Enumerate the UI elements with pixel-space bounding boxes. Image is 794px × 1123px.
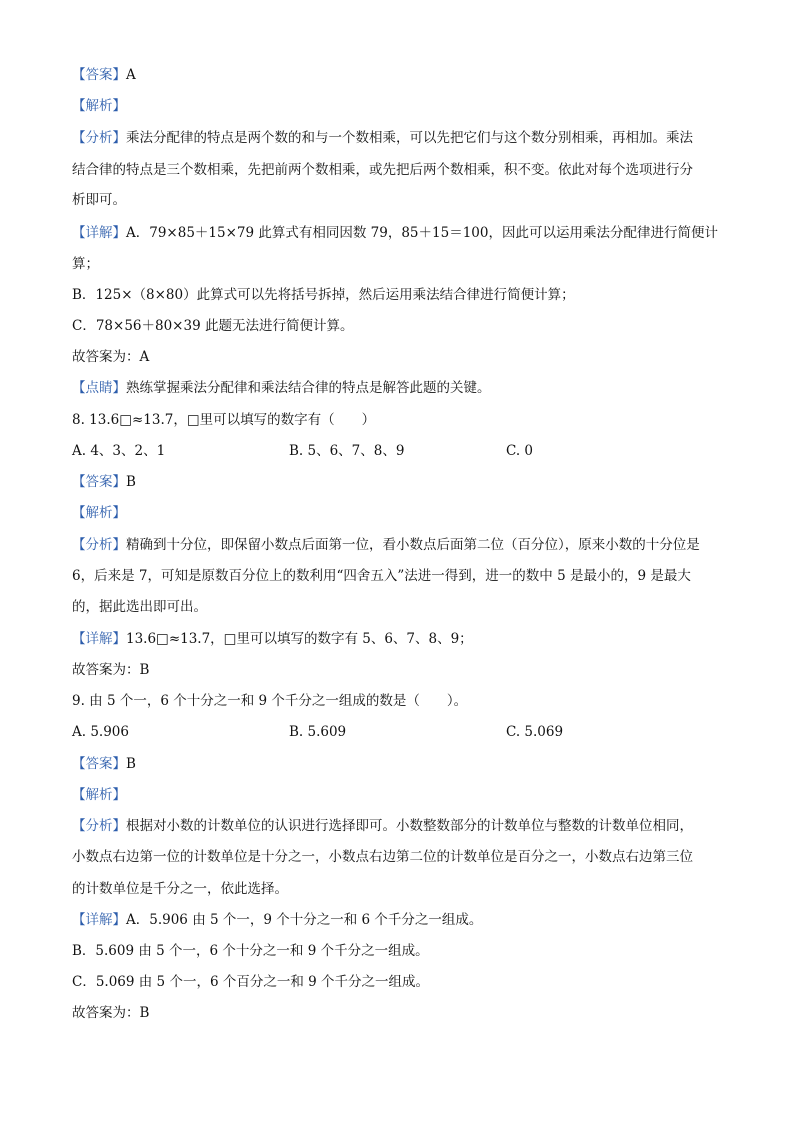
q8-xiangjie-line-1 [72, 629, 732, 649]
q7-analysis-line [72, 96, 732, 116]
fenxi-tag: 【分析】 [72, 130, 126, 146]
q8-stem: 8. 13.6□≈13.7，□里可以填写的数字有（ ） [72, 412, 376, 428]
q9-fenxi-line-2: 小数点右边第一位的计数单位是十分之一，小数点右边第二位的计数单位是百分之一，小数点右边第三位 [72, 849, 693, 865]
q9-fenxi-line-3: 的计数单位是千分之一，依此选择。 [72, 881, 288, 897]
analysis-tag: 【解析】 [72, 787, 126, 803]
fenxi-text: 根据对小数的计数单位的认识进行选择即可。小数整数部分的计数单位与整数的计数单位相同， [126, 818, 693, 834]
analysis-tag: 【解析】 [72, 98, 126, 114]
q9-fenxi-line-1 [72, 816, 732, 836]
q9-final-answer: 故答案为：B [72, 1005, 150, 1021]
q8-fenxi-line-2: 6，后来是 7，可知是原数百分位上的数利用“四舍五入”法进一得到，进一的数中 5 是最小的，9 是最大 [72, 568, 691, 584]
q7-final-answer: 故答案为：A [72, 349, 150, 365]
xiangjie-text: A．79×85＋15×79 此算式有相同因数 79，85＋15＝100，因此可以运用乘法分配律进行简便计 [126, 225, 718, 241]
fenxi-text: 精确到十分位，即保留小数点后面第一位，看小数点后面第二位（百分位），原来小数的十分位是 [126, 537, 700, 553]
q9-option-a: A. 5.906 [72, 724, 129, 740]
answer-value: B [126, 474, 136, 490]
q8-option-c: C. 0 [506, 443, 534, 459]
q8-final-answer: 故答案为：B [72, 662, 150, 678]
q8-fenxi-line-3: 的，据此选出即可出。 [72, 599, 207, 615]
answer-tag: 【答案】 [72, 474, 126, 490]
q8-answer-line [72, 472, 732, 492]
q7-answer-line [72, 65, 732, 85]
q9-xiangjie-line-1 [72, 910, 732, 930]
q9-stem: 9. 由 5 个一，6 个十分之一和 9 个千分之一组成的数是（ ）。 [72, 693, 468, 709]
q9-xiangjie-line-2: B．5.609 由 5 个一，6 个十分之一和 9 个千分之一组成。 [72, 943, 429, 959]
xiangjie-tag: 【详解】 [72, 912, 126, 928]
xiangjie-tag: 【详解】 [72, 631, 126, 647]
xiangjie-text: A．5.906 由 5 个一，9 个十分之一和 6 个千分之一组成。 [126, 912, 483, 928]
q8-fenxi-line-1 [72, 535, 732, 555]
answer-tag: 【答案】 [72, 756, 126, 772]
answer-tag: 【答案】 [72, 67, 126, 83]
q7-xiangjie-line-2: 算； [72, 256, 99, 272]
dianjing-tag: 【点睛】 [72, 380, 126, 396]
answer-value: A [126, 67, 136, 83]
xiangjie-text: 13.6□≈13.7，□里可以填写的数字有 5、6、7、8、9； [126, 631, 473, 647]
q7-fenxi-line-2: 结合律的特点是三个数相乘，先把前两个数相乘，或先把后两个数相乘，积不变。依此对每个选项进行分 [72, 162, 693, 178]
answer-value: B [126, 756, 136, 772]
q7-fenxi-line-3: 析即可。 [72, 192, 126, 208]
q9-option-b: B. 5.609 [289, 724, 347, 740]
xiangjie-tag: 【详解】 [72, 225, 126, 241]
q9-option-c: C. 5.069 [506, 724, 564, 740]
q7-xiangjie-line-1 [72, 223, 732, 243]
q7-dianjing-line [72, 378, 732, 398]
fenxi-tag: 【分析】 [72, 537, 126, 553]
q8-option-b: B. 5、6、7、8、9 [289, 443, 405, 459]
dianjing-text: 熟练掌握乘法分配律和乘法结合律的特点是解答此题的关键。 [126, 380, 491, 396]
analysis-tag: 【解析】 [72, 505, 126, 521]
q8-option-a: A. 4、3、2、1 [72, 443, 166, 459]
q9-analysis-line [72, 785, 732, 805]
fenxi-text: 乘法分配律的特点是两个数的和与一个数相乘，可以先把它们与这个数分别相乘，再相加。乘法 [126, 130, 693, 146]
q7-xiangjie-line-4: C．78×56＋80×39 此题无法进行简便计算。 [72, 318, 354, 334]
q8-analysis-line [72, 503, 732, 523]
q9-answer-line [72, 754, 732, 774]
q9-xiangjie-line-3: C．5.069 由 5 个一，6 个百分之一和 9 个千分之一组成。 [72, 974, 429, 990]
q7-fenxi-line-1 [72, 128, 732, 148]
q7-xiangjie-line-3: B．125×（8×80）此算式可以先将括号拆掉，然后运用乘法结合律进行简便计算； [72, 287, 575, 303]
fenxi-tag: 【分析】 [72, 818, 126, 834]
